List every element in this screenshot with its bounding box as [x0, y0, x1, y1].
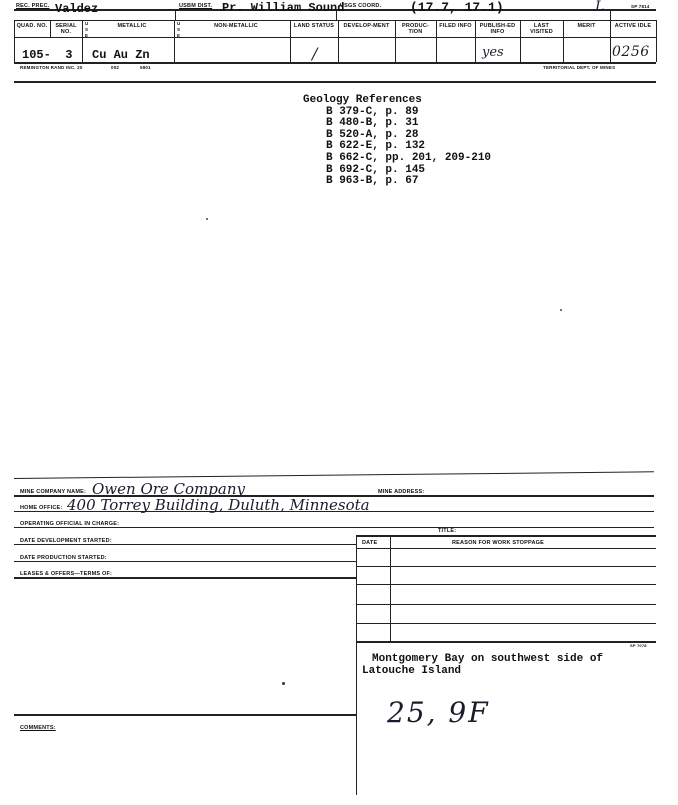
reference-item: B 662-C, pp. 201, 209-210	[326, 151, 492, 164]
use-top-marker: U S E	[85, 21, 89, 38]
home-office-value: 400 Torrey Building, Duluth, Minnesota	[67, 496, 370, 514]
handwritten-note: 25, 9F	[387, 696, 490, 729]
reason-column-header: REASON FOR WORK STOPPAGE	[452, 540, 544, 546]
usgs-coord-label: USGS COORD.	[340, 3, 382, 9]
location-line-1: Montgomery Bay on southwest side of	[372, 653, 604, 665]
mine-company-label: MINE COMPANY NAME:	[20, 489, 87, 495]
operating-official-label: OPERATING OFFICIAL IN CHARGE:	[20, 521, 120, 527]
published-info-value: yes	[482, 45, 504, 60]
merit-header: MERIT	[577, 23, 596, 29]
serial-no-header: SERIAL NO.	[55, 23, 77, 35]
land-status-header: LAND STATUS	[293, 23, 335, 29]
printer-code-1: 002	[111, 65, 120, 70]
development-header: DEVELOP-MENT	[343, 23, 390, 29]
reference-item: B 622-E, p. 132	[326, 140, 426, 153]
leases-label: LEASES & OFFERS—TERMS OF:	[20, 571, 113, 577]
small-form-code: SP 7078	[630, 643, 647, 648]
scan-speck	[206, 218, 208, 220]
rec-prec-value: Valdez	[55, 2, 99, 16]
reference-item: B 963-B, p. 67	[326, 175, 419, 188]
usbm-dist-value: Pr. William Sound	[222, 1, 345, 15]
land-status-value: /	[312, 44, 318, 63]
nonmetallic-header: NON-METALLIC	[214, 23, 258, 29]
home-office-label: HOME OFFICE:	[20, 505, 63, 511]
date-development-label: DATE DEVELOPMENT STARTED:	[20, 538, 112, 544]
scan-speck	[560, 309, 562, 311]
date-production-label: DATE PRODUCTION STARTED:	[20, 555, 107, 561]
rec-prec-label: REC. PREC.	[16, 3, 50, 9]
location-line-2: Latouche Island	[362, 665, 462, 677]
published-info-header: PUBLISH-ED INFO	[479, 23, 516, 35]
reference-item: B 480-B, p. 31	[326, 117, 419, 130]
usgs-coord-value: (17.7, 17.1)	[410, 0, 504, 15]
active-idle-header: ACTIVE IDLE	[614, 23, 652, 29]
quad-no-header: QUAD. NO.	[16, 23, 48, 29]
use-mid-marker: U S E	[177, 21, 181, 38]
quad-serial-value: 105- 3	[22, 48, 73, 62]
usbm-dist-label: USBM DIST.	[179, 3, 213, 9]
production-header: PRODUC-TION	[401, 23, 430, 35]
metallic-header: METALLIC	[117, 23, 147, 29]
scan-speck	[282, 682, 285, 685]
geology-references	[303, 95, 491, 188]
reference-item: B 692-C, p. 145	[326, 163, 426, 176]
reference-item: B 379-C, p. 89	[326, 105, 419, 118]
reference-item: B 520-A, p. 28	[326, 128, 419, 141]
printer-code-2: 5901	[140, 65, 151, 70]
comments-label: COMMENTS:	[20, 725, 56, 731]
corner-mark: L	[595, 0, 605, 15]
mine-company-value: Owen Ore Company	[92, 480, 245, 498]
last-visited-header: LAST VISITED	[530, 23, 553, 35]
title-label: TITLE:	[438, 528, 457, 534]
department-imprint: TERRITORIAL DEPT. OF MINES	[543, 65, 616, 70]
mine-address-label: MINE ADDRESS:	[378, 489, 425, 495]
printer-imprint: REMINGTON RAND INC. 20	[20, 65, 83, 70]
metallic-value: Cu Au Zn	[92, 48, 150, 62]
filed-info-header: FILED INFO	[439, 23, 472, 29]
active-idle-value: 0256	[612, 44, 650, 60]
form-number: SP 7814	[631, 4, 650, 9]
references-title: Geology References	[303, 94, 422, 106]
date-column-header: DATE	[362, 540, 378, 546]
